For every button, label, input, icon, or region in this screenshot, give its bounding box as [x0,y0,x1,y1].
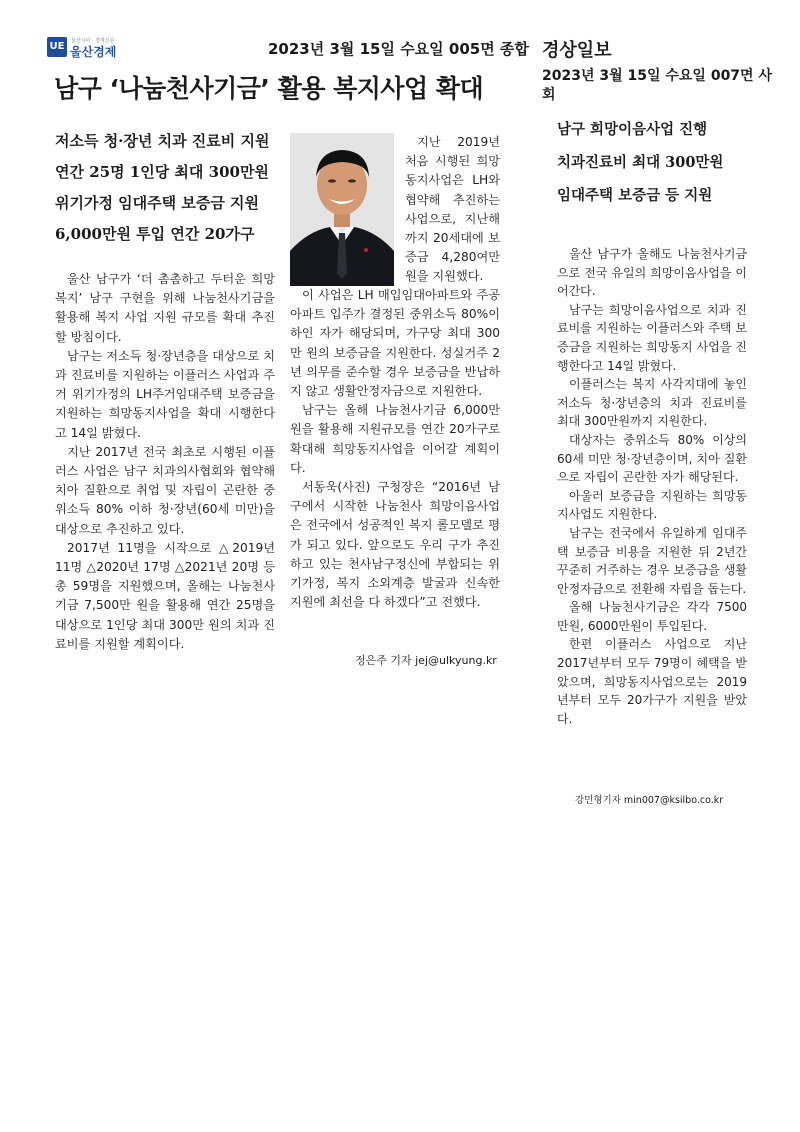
paragraph: 한편 이플러스 사업으로 지난 2017년부터 모두 79명이 혜택을 받았으며, 희망동지사업으로는 2019년부터 모두 20가구가 지원을 받았다. [557,637,747,726]
paragraph: 울산 남구가 ‘더 촘촘하고 두터운 희망복지’ 남구 구현을 위해 나눔천사기금을 활용해 복지 사업 지원 규모를 확대 추진할 방침이다. [55,272,275,344]
paragraph: 올해 나눔천사기금은 각각 7500만원, 6000만원이 투입된다. [557,600,747,633]
paragraph: 아울러 보증금을 지원하는 희망동지사업도 지원한다. [557,488,747,522]
article2-subhead: 치과진료비 최대 300만원 [557,154,724,171]
article2-dateline: 2023년 3월 15일 수요일 007면 사회 [542,68,772,103]
paragraph: 남구는 올해 나눔천사기금 6,000만 원을 활용해 지원규모를 연간 20가구로 확대해 희망동지사업을 이어갈 계획이다. [290,403,500,475]
article2-subhead: 임대주택 보증금 등 지원 [557,187,713,204]
article1-subhead: 6,000만원 투입 연간 20가구 [55,225,255,243]
article1-column-2-top [405,133,500,287]
paragraph: 2017년 11명을 시작으로 △2019년 11명 △2020년 17명 △2021년 20명 등 총 59명을 지원했으며, 올해는 나눔천사기금 7,500만 원을 활용해 연간 25명을 대상으로 1인당 최대 300만 원의 치과 진료비를 지원할 계획이다. [55,540,275,651]
paragraph: 이플러스는 복지 사각지대에 놓인 저소득 청·장년층의 치과 진료비를 최대 300만원까지 지원한다. [557,377,747,429]
district-head-photo [290,133,394,286]
newspaper-logo [47,37,127,61]
article1-subhead: 저소득 청·장년 치과 진료비 지원 [55,132,270,150]
article1-byline: 정은주 기자 jej@ulkyung.kr [355,654,497,667]
logo-tagline: 울산시사 · 경제신문 [71,38,115,44]
article1-subhead: 연간 25명 1인당 최대 300만원 [55,163,269,181]
logo-name: 울산경제 [70,45,117,59]
paragraph: 대상자는 중위소득 80% 이상의 60세 미만 청·장년층이며, 치아 질환으로 자립이 곤란한 자가 해당된다. [557,432,747,485]
article2-byline: 강민형기자 min007@ksilbo.co.kr [575,795,724,806]
portrait-image [290,133,394,286]
paragraph: 남구는 저소득 청·장년층을 대상으로 치과 진료비를 지원하는 이플러스 사업과 주거 위기가정의 LH주거임대주택 보증금을 지원하는 희망동지사업을 확대 시행한다고 14일 밝혔다. [55,348,275,440]
article1-column-1 [55,270,275,654]
paragraph: 서동욱(사진) 구청장은 “2016년 남구에서 시작한 나눔천사 희망이음사업은 전국에서 성공적인 복지 롤모델로 평가 되고 있다. 앞으로도 우리 구가 추진하고 있는 천사남구정신에 부합되는 위기가정, 복지 소외계층 발굴과 신속한 지원에 최선을 다 하겠다”고 전했다. [290,480,500,610]
paragraph: 남구는 희망이음사업으로 치과 진료비를 지원하는 이플러스와 주택 보증금을 지원하는 희망동지 사업을 진행한다고 14일 밝혔다. [557,302,747,373]
paragraph: 울산 남구가 올해도 나눔천사기금으로 전국 유일의 희망이음사업을 이어간다. [557,247,747,299]
article1-dateline: 2023년 3월 15일 수요일 005면 종합 [268,40,529,58]
logo-mark: UE [47,37,67,57]
article1-column-2 [290,286,500,612]
paragraph: 남구는 전국에서 유일하게 임대주택 보증금 비용을 지원한 뒤 2년간 꾸준히 거주하는 경우 보증금을 생활안정자금으로 전환해 자립을 돕는다. [557,525,747,596]
article1-subhead: 위기가정 임대주택 보증금 지원 [55,194,260,212]
article2-paper-name: 경상일보 [542,40,612,61]
article2-body [557,245,747,728]
article1-headline: 남구 ‘나눔천사기금’ 활용 복지사업 확대 [54,74,484,103]
paragraph: 지난 2017년 전국 최초로 시행된 이플러스 사업은 남구 치과의사협회와 협약해 치아 질환으로 취업 및 자립이 곤란한 중위소득 80% 이하 청·장년(60세 미만)을 대상으로 추진하고 있다. [55,444,275,536]
article2-subhead: 남구 희망이음사업 진행 [557,121,708,138]
paragraph: 이 사업은 LH 매입임대아파트와 주공아파트 입주가 결정된 중위소득 80%이하인 자가 해당되며, 가구당 최대 300만 원의 보증금을 지원한다. 성실거주 2년 의무를 준수할 경우 보증금을 반납하지 않고 생활안정자금으로 지원한다. [290,288,500,399]
paragraph: 지난 2019년 처음 시행된 희망동지사업은 LH와 협약해 추진하는 사업으로, 지난해까지 20세대에 보증금 4,280여만 원을 지원했다. [405,135,500,284]
